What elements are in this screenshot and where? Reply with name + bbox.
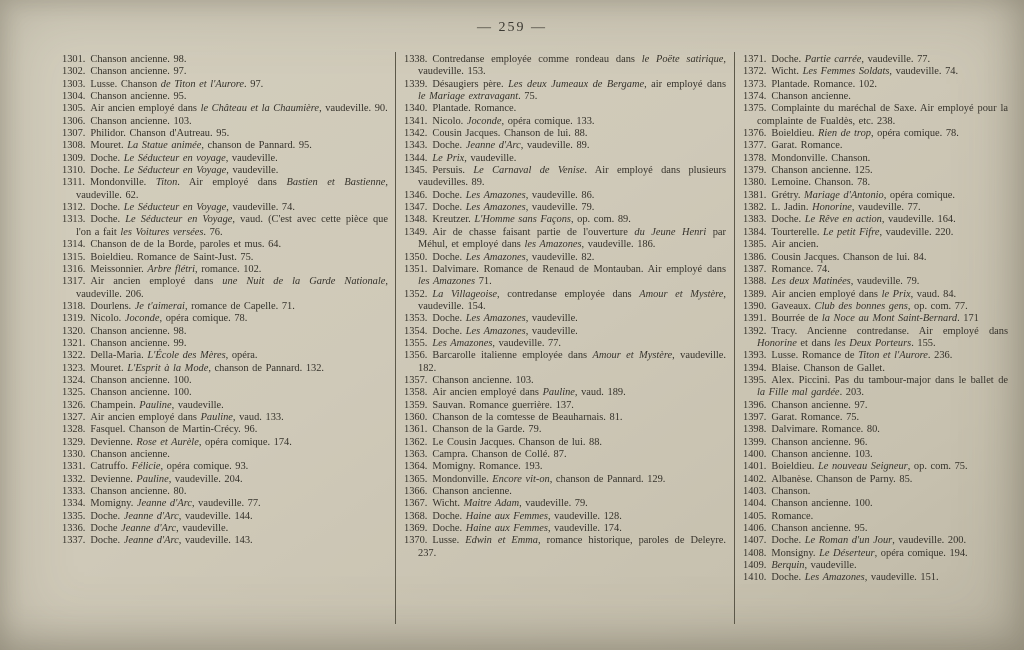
index-entry: 1336. Doche Jeanne d'Arc, vaudeville. [62, 523, 229, 535]
index-entry: 1385. Air ancien. [743, 239, 819, 251]
index-entry: 1374. Chanson ancienne. [743, 91, 851, 103]
entry-number: 1328. [62, 424, 86, 436]
entry-number: 1385. [743, 239, 767, 251]
entry-number: 1406. [743, 523, 767, 535]
entry-number: 1324. [62, 374, 86, 386]
entry-number: 1312. [62, 202, 86, 214]
index-entry: 1302. Chanson ancienne. 97. [62, 66, 187, 78]
entry-number: 1394. [743, 362, 767, 374]
entry-number: 1351. [404, 263, 428, 275]
index-entry: 1360. Chanson de la comtesse de Beauharnais. 81. [404, 411, 623, 423]
entry-number: 1359. [404, 399, 428, 411]
entry-number: 1369. [404, 523, 428, 535]
index-entry: 1396. Chanson ancienne. 97. [743, 399, 868, 411]
entry-number: 1381. [743, 189, 767, 201]
index-entry: 1401. Boieldieu. Le nouveau Seigneur, op. com. 75. [743, 461, 968, 473]
entry-number: 1397. [743, 411, 767, 423]
index-entry: 1349. Air de chasse faisant partie de l'ouverture du Jeune Henri par Méhul, et employé dans les Amazones, vaudeville. 186. [404, 226, 726, 251]
index-entry: 1368. Doche. Haine aux Femmes, vaudeville. 128. [404, 510, 622, 522]
index-entry: 1405. Romance. [743, 510, 814, 522]
entry-number: 1355. [404, 337, 428, 349]
entry-number: 1399. [743, 436, 767, 448]
index-entry: 1309. Doche. Le Séducteur en voyage, vaudeville. [62, 152, 278, 164]
index-entry: 1339. Désaugiers père. Les deux Jumeaux de Bergame, air employé dans le Mariage extravagant. 75. [404, 78, 726, 103]
index-entry: 1322. Della-Maria. L'École des Mères, opéra. [62, 350, 258, 362]
index-entry: 1379. Chanson ancienne. 125. [743, 165, 873, 177]
index-entry: 1340. Plantade. Romance. [404, 103, 517, 115]
entry-number: 1313. [62, 214, 86, 226]
entry-number: 1309. [62, 152, 86, 164]
index-entry: 1370. Lusse. Edwin et Emma, romance historique, paroles de Deleyre. 237. [404, 535, 726, 559]
index-entry: 1409. Berquin, vaudeville. [743, 560, 857, 572]
entry-number: 1398. [743, 424, 767, 436]
index-entry: 1333. Chanson ancienne. 80. [62, 486, 187, 498]
entry-number: 1393. [743, 350, 767, 362]
index-entry: 1371. Doche. Partie carrée, vaudeville. 77. [743, 54, 931, 65]
entry-number: 1337. [62, 535, 86, 547]
entry-number: 1368. [404, 510, 428, 522]
entry-number: 1410. [743, 572, 767, 584]
index-entry: 1383. Doche. Le Rêve en action, vaudeville. 164. [743, 214, 956, 226]
index-entry: 1377. Garat. Romance. [743, 140, 843, 152]
entry-number: 1366. [404, 486, 428, 498]
entry-number: 1378. [743, 152, 767, 164]
entry-number: 1367. [404, 498, 428, 510]
entry-number: 1389. [743, 288, 767, 300]
entry-number: 1388. [743, 276, 767, 288]
entry-number: 1329. [62, 436, 86, 448]
index-entry: 1395. Alex. Piccini. Pas du tambour-major dans le ballet de la Fille mal gardée. 203. [743, 374, 1008, 399]
entry-number: 1403. [743, 486, 767, 498]
index-entry: 1350. Doche. Les Amazones, vaudeville. 82. [404, 251, 595, 263]
index-entry: 1324. Chanson ancienne. 100. [62, 374, 192, 386]
index-entry: 1353. Doche. Les Amazones, vaudeville. [404, 313, 578, 325]
index-entry: 1398. Dalvimare. Romance. 80. [743, 424, 880, 436]
entry-number: 1396. [743, 399, 767, 411]
entry-number: 1400. [743, 449, 767, 460]
entry-number: 1348. [404, 214, 428, 226]
entry-number: 1319. [62, 313, 86, 325]
index-entry: 1307. Philidor. Chanson d'Autreau. 95. [62, 128, 230, 140]
index-entry: 1316. Meissonnier. Arbre flétri, romance. 102. [62, 263, 262, 275]
index-entry: 1304. Chanson ancienne. 95. [62, 91, 187, 103]
entry-number: 1405. [743, 510, 767, 522]
index-entry: 1331. Catruffo. Félicie, opéra comique. 93. [62, 461, 249, 473]
page-number: — 259 — [477, 20, 547, 35]
entry-number: 1310. [62, 165, 86, 177]
entry-number: 1318. [62, 300, 86, 312]
index-entry: 1352. La Villageoise, contredanse employée dans Amour et Mystère, vaudeville. 154. [404, 288, 726, 312]
entry-number: 1376. [743, 128, 767, 140]
index-entry: 1355. Les Amazones, vaudeville. 77. [404, 337, 562, 349]
index-entry: 1328. Fasquel. Chanson de Martin-Crécy. 96. [62, 424, 258, 436]
index-entry: 1400. Chanson ancienne. 103. [743, 449, 873, 460]
entry-number: 1356. [404, 350, 428, 362]
entry-number: 1321. [62, 337, 86, 349]
index-entry: 1317. Air ancien employé dans une Nuit de la Garde Nationale, vaudeville. 206. [62, 276, 388, 300]
entry-number: 1330. [62, 449, 86, 460]
index-entry: 1357. Chanson ancienne. 103. [404, 374, 534, 386]
entry-number: 1402. [743, 473, 767, 485]
index-entry: 1318. Dourlens. Je t'aimerai, romance de Capelle. 71. [62, 300, 295, 312]
index-entry: 1306. Chanson ancienne. 103. [62, 115, 192, 127]
entry-number: 1373. [743, 78, 767, 90]
entry-number: 1320. [62, 325, 86, 337]
entry-number: 1345. [404, 165, 428, 177]
entry-number: 1305. [62, 103, 86, 115]
entry-number: 1316. [62, 263, 86, 275]
entry-number: 1350. [404, 251, 428, 263]
entry-number: 1347. [404, 202, 428, 214]
column-left [62, 54, 395, 628]
index-entry: 1391. Bourrée de la Noce au Mont Saint-Bernard. 171 [743, 313, 979, 325]
index-entry: 1364. Momigny. Romance. 193. [404, 461, 543, 473]
index-entry: 1378. Mondonville. Chanson. [743, 152, 871, 164]
index-entry: 1326. Champein. Pauline, vaudeville. [62, 399, 224, 411]
index-entry: 1382. L. Jadin. Honorine, vaudeville. 77. [743, 202, 921, 214]
entry-number: 1375. [743, 103, 767, 115]
index-entry: 1397. Garat. Romance. 75. [743, 411, 860, 423]
index-entry: 1362. Le Cousin Jacques. Chanson de lui. 88. [404, 436, 603, 448]
entry-number: 1407. [743, 535, 767, 547]
index-entry: 1344. Le Prix, vaudeville. [404, 152, 517, 164]
index-entry: 1346. Doche. Les Amazones, vaudeville. 86. [404, 189, 595, 201]
index-entry: 1390. Gaveaux. Club des bonnes gens, op. com. 77. [743, 300, 968, 312]
entry-number: 1340. [404, 103, 428, 115]
index-entry: 1358. Air ancien employé dans Pauline, vaud. 189. [404, 387, 626, 399]
entry-number: 1387. [743, 263, 767, 275]
entry-number: 1322. [62, 350, 86, 362]
index-entry: 1329. Devienne. Rose et Aurèle, opéra comique. 174. [62, 436, 292, 448]
index-entry: 1311. Mondonville. Titon. Air employé dans Bastien et Bastienne, vaudeville. 62. [62, 177, 388, 201]
column-middle [396, 54, 734, 628]
entry-number: 1336. [62, 523, 86, 535]
index-entry: 1384. Tourterelle. Le petit Fifre, vaudeville. 220. [743, 226, 954, 238]
index-entry: 1334. Momigny. Jeanne d'Arc, vaudeville. 77. [62, 498, 261, 510]
index-entry: 1338. Contredanse employée comme rondeau dans le Poëte satirique, vaudeville. 153. [404, 54, 726, 78]
entry-number: 1380. [743, 177, 767, 189]
index-entry: 1341. Nicolo. Joconde, opéra comique. 133. [404, 115, 595, 127]
index-entry: 1356. Barcarolle italienne employée dans Amour et Mystère, vaudeville. 182. [404, 350, 727, 374]
index-entry: 1345. Persuis. Le Carnaval de Venise. Air employé dans plusieurs vaudevilles. 89. [404, 165, 727, 189]
entry-number: 1391. [743, 313, 767, 325]
index-entry: 1376. Boieldieu. Rien de trop, opéra comique. 78. [743, 128, 959, 140]
entry-number: 1301. [62, 54, 86, 65]
entry-number: 1361. [404, 424, 428, 436]
entry-number: 1326. [62, 399, 86, 411]
entry-number: 1352. [404, 288, 428, 300]
index-entry: 1343. Doche. Jeanne d'Arc, vaudeville. 89. [404, 140, 590, 152]
entry-number: 1364. [404, 461, 428, 473]
column-right [735, 54, 1008, 628]
entry-number: 1365. [404, 473, 428, 485]
entry-number: 1333. [62, 486, 86, 498]
entry-number: 1357. [404, 374, 428, 386]
entry-number: 1362. [404, 436, 428, 448]
index-entry: 1325. Chanson ancienne. 100. [62, 387, 192, 399]
entry-number: 1342. [404, 128, 428, 140]
entry-number: 1314. [62, 239, 86, 251]
entry-number: 1354. [404, 325, 428, 337]
entry-number: 1346. [404, 189, 428, 201]
entry-number: 1377. [743, 140, 767, 152]
entry-number: 1325. [62, 387, 86, 399]
entry-number: 1315. [62, 251, 86, 263]
entry-number: 1303. [62, 78, 86, 90]
index-entry: 1393. Lusse. Romance de Titon et l'Aurore. 236. [743, 350, 953, 362]
entry-number: 1317. [62, 276, 86, 288]
index-entry: 1314. Chanson de de la Borde, paroles et mus. 64. [62, 239, 282, 251]
entry-number: 1390. [743, 300, 767, 312]
index-entry: 1313. Doche. Le Séducteur en Voyage, vaud. (C'est avec cette pièce que l'on a fait les Voitures versées. 76. [62, 214, 388, 238]
index-entry: 1321. Chanson ancienne. 99. [62, 337, 187, 349]
entry-number: 1363. [404, 449, 428, 460]
entry-number: 1338. [404, 54, 428, 65]
entry-number: 1307. [62, 128, 86, 140]
index-entry: 1323. Mouret. L'Esprit à la Mode, chanson de Pannard. 132. [62, 362, 325, 374]
index-entry: 1387. Romance. 74. [743, 263, 830, 275]
entry-number: 1384. [743, 226, 767, 238]
index-entry: 1407. Doche. Le Roman d'un Jour, vaudeville. 200. [743, 535, 967, 547]
entry-number: 1335. [62, 510, 86, 522]
index-entry: 1361. Chanson de la Garde. 79. [404, 424, 542, 436]
index-entry: 1308. Mouret. La Statue animée, chanson de Pannard. 95. [62, 140, 312, 152]
index-entry: 1394. Blaise. Chanson de Gallet. [743, 362, 885, 374]
index-entry: 1319. Nicolo. Joconde, opéra comique. 78. [62, 313, 248, 325]
index-entry: 1366. Chanson ancienne. [404, 486, 512, 498]
index-entry: 1365. Mondonville. Encore vit-on, chanson de Pannard. 129. [404, 473, 666, 485]
entry-number: 1371. [743, 54, 767, 65]
entry-number: 1343. [404, 140, 428, 152]
index-entry: 1392. Tracy. Ancienne contredanse. Air employé dans Honorine et dans les Deux Porteurs. 155. [743, 325, 1008, 349]
index-entry: 1327. Air ancien employé dans Pauline, vaud. 133. [62, 411, 284, 423]
index-entry: 1373. Plantade. Romance. 102. [743, 78, 877, 90]
index-entry: 1372. Wicht. Les Femmes Soldats, vaudeville. 74. [743, 66, 959, 78]
entry-number: 1344. [404, 152, 428, 164]
index-entry: 1375. Complainte du maréchal de Saxe. Air employé pour la complainte de Fualdès, etc. 238. [743, 103, 1008, 127]
entry-number: 1304. [62, 91, 86, 103]
entry-number: 1308. [62, 140, 86, 152]
entry-number: 1395. [743, 374, 767, 386]
index-entry: 1348. Kreutzer. L'Homme sans Façons, op. com. 89. [404, 214, 631, 226]
entry-number: 1323. [62, 362, 86, 374]
entry-number: 1379. [743, 165, 767, 177]
entry-number: 1386. [743, 251, 767, 263]
entry-number: 1370. [404, 535, 428, 547]
index-entry: 1367. Wicht. Maitre Adam, vaudeville. 79. [404, 498, 588, 510]
entry-number: 1302. [62, 66, 86, 78]
entry-number: 1332. [62, 473, 86, 485]
index-entry: 1410. Doche. Les Amazones, vaudeville. 151. [743, 572, 939, 584]
entry-number: 1311. [62, 177, 85, 189]
index-entry: 1315. Boieldieu. Romance de Saint-Just. 75. [62, 251, 254, 263]
entry-number: 1327. [62, 411, 86, 423]
entry-number: 1353. [404, 313, 428, 325]
index-entry: 1381. Grétry. Mariage d'Antonio, opéra comique. [743, 189, 955, 201]
index-entry: 1310. Doche. Le Séducteur en Voyage, vaudeville. [62, 165, 279, 177]
entry-number: 1404. [743, 498, 767, 510]
index-entry: 1342. Cousin Jacques. Chanson de lui. 88. [404, 128, 588, 140]
index-entry: 1305. Air ancien employé dans le Château et la Chaumière, vaudeville. 90. [62, 103, 388, 115]
index-entry: 1404. Chanson ancienne. 100. [743, 498, 873, 510]
index-entry: 1335. Doche. Jeanne d'Arc, vaudeville. 144. [62, 510, 253, 522]
index-entry: 1303. Lusse. Chanson de Titon et l'Aurore. 97. [62, 78, 264, 90]
entry-number: 1306. [62, 115, 86, 127]
index-entry: 1369. Doche. Haine aux Femmes, vaudeville. 174. [404, 523, 622, 535]
index-entry: 1388. Les deux Matinées, vaudeville. 79. [743, 276, 920, 288]
index-entry: 1320. Chanson ancienne. 98. [62, 325, 187, 337]
entry-number: 1374. [743, 91, 767, 103]
index-entry: 1399. Chanson ancienne. 96. [743, 436, 868, 448]
index-entry: 1351. Dalvimare. Romance de Renaud de Montauban. Air employé dans les Amazones 71. [404, 263, 726, 288]
entry-number: 1349. [404, 226, 428, 238]
index-entry: 1332. Devienne. Pauline, vaudeville. 204. [62, 473, 243, 485]
entry-number: 1392. [743, 325, 767, 337]
index-entry: 1330. Chanson ancienne. [62, 449, 170, 460]
index-entry: 1312. Doche. Le Séducteur en Voyage, vaudeville. 74. [62, 202, 295, 214]
index-entry: 1389. Air ancien employé dans le Prix, vaud. 84. [743, 288, 957, 300]
index-entry: 1347. Doche. Les Amazones, vaudeville. 79. [404, 202, 595, 214]
index-entry: 1337. Doche. Jeanne d'Arc, vaudeville. 143. [62, 535, 253, 547]
index-entry: 1408. Monsigny. Le Déserteur, opéra comique. 194. [743, 547, 968, 559]
entry-number: 1334. [62, 498, 86, 510]
entry-number: 1383. [743, 214, 767, 226]
entry-number: 1382. [743, 202, 767, 214]
entry-number: 1408. [743, 547, 767, 559]
entry-number: 1401. [743, 461, 767, 473]
index-entry: 1402. Albanèse. Chanson de Parny. 85. [743, 473, 913, 485]
index-entry: 1359. Sauvan. Romance guerrière. 137. [404, 399, 574, 411]
entry-number: 1372. [743, 66, 767, 78]
entry-number: 1331. [62, 461, 86, 473]
entry-number: 1341. [404, 115, 428, 127]
entry-number: 1358. [404, 387, 428, 399]
index-entry: 1403. Chanson. [743, 486, 811, 498]
index-columns [62, 54, 1008, 628]
index-entry: 1380. Lemoine. Chanson. 78. [743, 177, 871, 189]
index-entry: 1386. Cousin Jacques. Chanson de lui. 84. [743, 251, 927, 263]
entry-number: 1339. [404, 78, 428, 90]
entry-number: 1409. [743, 560, 767, 572]
entry-number: 1360. [404, 411, 428, 423]
index-entry: 1363. Campra. Chanson de Collé. 87. [404, 449, 567, 460]
index-entry: 1301. Chanson ancienne. 98. [62, 54, 187, 65]
index-entry: 1354. Doche. Les Amazones, vaudeville. [404, 325, 578, 337]
index-entry: 1406. Chanson ancienne. 95. [743, 523, 868, 535]
